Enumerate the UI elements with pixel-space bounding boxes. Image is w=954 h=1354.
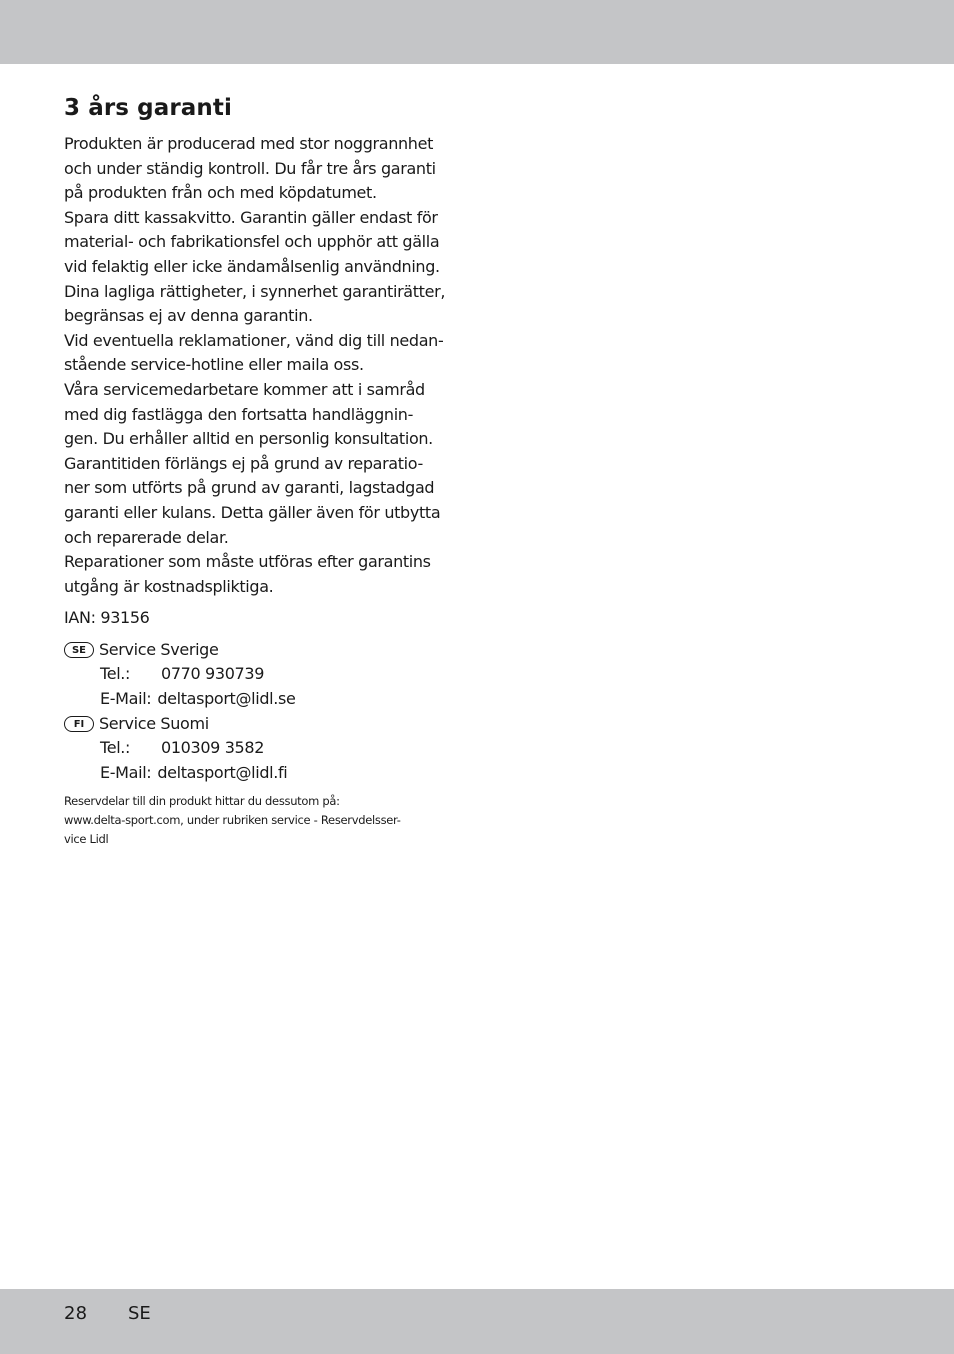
spare-parts-note [64,792,464,849]
phone-number: 0770 930739 [161,664,265,684]
service-sweden-title: Service Sverige [99,639,219,659]
paragraph-line: begränsas ej av denna garantin. [64,306,313,326]
warranty-section [64,93,464,849]
service-finland-title: Service Suomi [99,713,209,733]
service-sweden-phone [64,662,464,687]
phone-number: 010309 3582 [161,738,265,758]
paragraph-line: Vid eventuella reklamationer, vänd dig till nedan- [64,330,444,350]
paragraph-line: gen. Du erhåller alltid en personlig konsultation. [64,429,433,449]
service-sweden-row [64,638,464,663]
paragraph-line: Våra servicemedarbetare kommer att i samråd [64,379,425,399]
paragraph-line: Spara ditt kassakvitto. Garantin gäller endast för [64,207,438,227]
ian-number: IAN: 93156 [64,608,150,628]
email-label: E-Mail: [100,689,152,709]
country-se-badge-icon: SE [64,642,94,658]
service-finland-row [64,712,464,737]
service-finland-email [64,761,464,786]
paragraph-line: Dina lagliga rättigheter, i synnerhet garantirätter, [64,281,446,301]
header-band [0,0,954,64]
note-line: vice Lidl [64,832,109,847]
email-label: E-Mail: [100,762,152,782]
page-number: 28 [64,1303,88,1324]
country-fi-badge-icon: FI [64,716,94,732]
paragraph-line: och reparerade delar. [64,527,229,547]
warranty-paragraph [64,132,464,599]
paragraph-line: vid felaktig eller icke ändamålsenlig användning. [64,256,440,276]
paragraph-line: Produkten är producerad med stor noggrannhet [64,134,433,153]
language-code: SE [128,1303,151,1324]
service-contacts [64,638,464,786]
tel-label: Tel.: [100,664,131,684]
paragraph-line: och under ständig kontroll. Du får tre års garanti [64,158,436,178]
service-sweden-email [64,687,464,712]
email-address: deltasport@lidl.fi [157,762,288,782]
email-address: deltasport@lidl.se [157,689,296,709]
page-title: 3 års garanti [64,95,232,121]
tel-label: Tel.: [100,738,131,758]
paragraph-line: Garantitiden förlängs ej på grund av reparatio- [64,453,423,473]
paragraph-line: stående service-hotline eller maila oss. [64,355,364,375]
note-line: Reservdelar till din produkt hittar du dessutom på: [64,794,340,809]
note-line: www.delta-sport.com, under rubriken service - Reservdelsser- [64,813,401,828]
paragraph-line: på produkten från och med köpdatumet. [64,183,377,203]
paragraph-line: med dig fastlägga den fortsatta handläggnin- [64,404,413,424]
paragraph-line: ner som utförts på grund av garanti, lagstadgad [64,478,435,498]
paragraph-line: Reparationer som måste utföras efter garantins [64,552,431,572]
paragraph-line: material- och fabrikationsfel och upphör att gälla [64,232,440,252]
paragraph-line: garanti eller kulans. Detta gäller även för utbytta [64,502,441,522]
service-finland-phone [64,736,464,761]
paragraph-line: utgång är kostnadspliktiga. [64,576,274,596]
